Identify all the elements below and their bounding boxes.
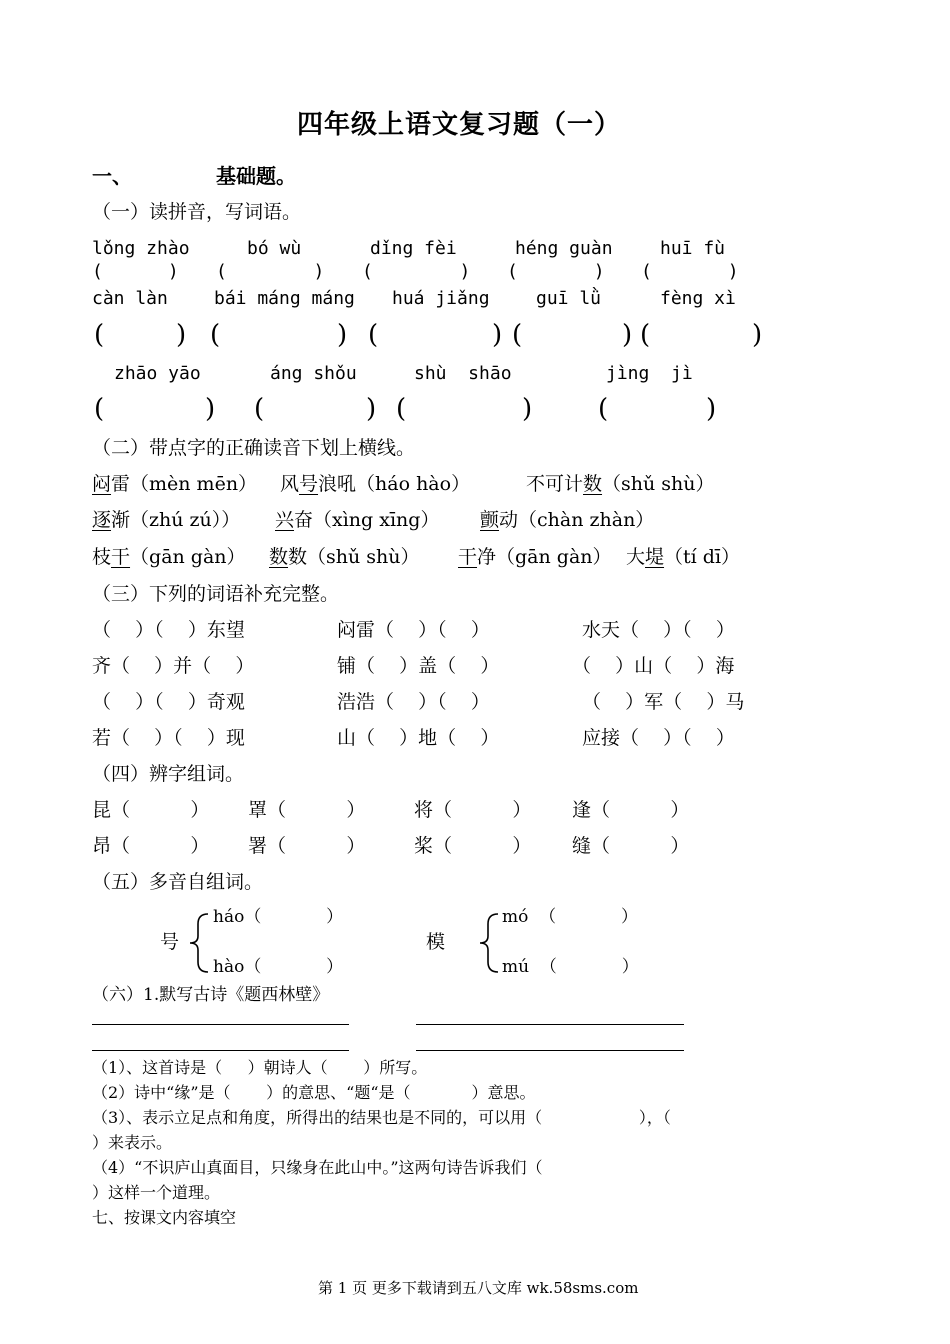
- polyphone-reading: mú （ ）: [502, 957, 639, 977]
- reading-item: 闷雷（mèn mēn）: [92, 473, 258, 495]
- answer-blank: ( ): [507, 261, 605, 282]
- idiom-fill: （ ）（ ）东望: [92, 619, 245, 641]
- polyphone-reading: mó （ ）: [502, 907, 639, 927]
- paren-open: (: [396, 394, 407, 424]
- paren-open: (: [94, 320, 105, 350]
- question: （2）诗中“缘”是（ ）的意思、“题“是（ ）意思。: [92, 1083, 536, 1102]
- part3-heading: （三）下列的词语补充完整。: [92, 583, 340, 605]
- section-heading: 七、按课文内容填空: [92, 1208, 237, 1227]
- paren-open: (: [640, 320, 651, 350]
- pinyin: fèng xì: [660, 288, 736, 309]
- word-group: 逢（ ）: [572, 799, 690, 821]
- pinyin: lǒng zhào: [92, 238, 190, 259]
- word-group: 桨（ ）: [414, 835, 532, 857]
- pinyin: héng guàn: [515, 238, 613, 259]
- pinyin: áng shǒu: [270, 363, 357, 384]
- paren-close: ): [622, 320, 633, 350]
- paren-close: ): [522, 394, 533, 424]
- paren-close: ): [492, 320, 503, 350]
- word-group: 昆（ ）: [92, 799, 210, 821]
- part6-heading: （六）1.默写古诗《题西林壁》: [92, 985, 330, 1005]
- polyphone-char: 号: [160, 931, 180, 953]
- dotted-char: 颤: [480, 509, 500, 531]
- part1-heading: （一）读拼音，写词语。: [92, 201, 302, 223]
- reading-item: 兴奋（xìng xīng）: [275, 509, 440, 531]
- polyphone-reading: hào（ ）: [213, 957, 344, 977]
- idiom-fill: （ ）（ ）奇观: [92, 691, 245, 713]
- pinyin: bái máng máng: [214, 288, 355, 309]
- part4-heading: （四）辨字组词。: [92, 763, 245, 785]
- paren-close: ): [366, 394, 377, 424]
- pinyin: jìng jì: [606, 363, 693, 384]
- page-title: 四年级上语文复习题（一）: [297, 110, 622, 140]
- idiom-fill: 若（ ）（ ）现: [92, 727, 245, 749]
- pinyin: càn làn: [92, 288, 168, 309]
- question: （1）、这首诗是（ ）朝诗人（ ）所写。: [92, 1058, 428, 1077]
- paren-open: (: [512, 320, 523, 350]
- writing-line: [92, 1024, 349, 1025]
- paren-open: (: [210, 320, 221, 350]
- answer-blank: ( ): [92, 261, 179, 282]
- dotted-char: 数: [269, 546, 289, 568]
- reading-item: 逐渐（zhú zú））: [92, 509, 241, 531]
- section-title: 基础题。: [216, 164, 296, 188]
- word-group: 缝（ ）: [572, 835, 690, 857]
- idiom-fill: （ ）山（ ）海: [572, 655, 735, 677]
- reading-item: 不可计数（shǔ shù）: [526, 473, 715, 495]
- idiom-fill: （ ）军（ ）马: [582, 691, 745, 713]
- reading-item: 风号浪吼（háo hào）: [280, 473, 471, 495]
- page-footer: 第 1 页 更多下载请到五八文库 wk.58sms.com: [318, 1279, 639, 1297]
- idiom-fill: 浩浩（ ）（ ）: [337, 691, 490, 713]
- dotted-char: 号: [299, 473, 319, 495]
- idiom-fill: 闷雷（ ）（ ）: [337, 619, 490, 641]
- reading-item: 枝干（gān gàn）: [92, 546, 246, 568]
- dotted-char: 兴: [275, 509, 295, 531]
- paren-open: (: [94, 394, 105, 424]
- pinyin: huá jiǎng: [392, 288, 490, 309]
- reading-item: 干净（gān gàn）: [458, 546, 612, 568]
- paren-close: ): [706, 394, 717, 424]
- part2-heading: （二）带点字的正确读音下划上横线。: [92, 437, 416, 459]
- brace-icon: [186, 912, 212, 974]
- question: ）这样一个道理。: [92, 1183, 221, 1202]
- paren-close: ): [337, 320, 348, 350]
- word-group: 署（ ）: [248, 835, 366, 857]
- writing-line: [416, 1024, 684, 1025]
- idiom-fill: 应接（ ）（ ）: [582, 727, 735, 749]
- dotted-char: 数: [583, 473, 603, 495]
- polyphone-char: 模: [426, 931, 446, 953]
- word-group: 罩（ ）: [248, 799, 366, 821]
- paren-close: ): [752, 320, 763, 350]
- pinyin: bó wù: [247, 238, 302, 259]
- reading-item: 大堤（tí dī）: [626, 546, 741, 568]
- dotted-char: 闷: [92, 473, 112, 495]
- idiom-fill: 齐（ ）并（ ）: [92, 655, 255, 677]
- idiom-fill: 山（ ）地（ ）: [337, 727, 500, 749]
- pinyin: guī lǜ: [536, 288, 602, 309]
- answer-blank: ( ): [216, 261, 325, 282]
- section-number: 一、: [92, 164, 132, 188]
- question: （4）“不识庐山真面目，只缘身在此山中。”这两句诗告诉我们（: [92, 1158, 543, 1177]
- paren-close: ): [176, 320, 187, 350]
- paren-open: (: [254, 394, 265, 424]
- paren-open: (: [368, 320, 379, 350]
- writing-line: [416, 1050, 684, 1051]
- writing-line: [92, 1050, 349, 1051]
- pinyin: dǐng fèi: [370, 238, 457, 259]
- question: ）来表示。: [92, 1133, 173, 1152]
- dotted-char: 堤: [645, 546, 665, 568]
- word-group: 昂（ ）: [92, 835, 210, 857]
- reading-item: 颤动（chàn zhàn）: [480, 509, 655, 531]
- brace-icon: [476, 912, 502, 974]
- pinyin: zhāo yāo: [114, 363, 201, 384]
- idiom-fill: 铺（ ）盖（ ）: [337, 655, 500, 677]
- pinyin: huī fù: [660, 238, 726, 259]
- part5-heading: （五）多音自组词。: [92, 871, 264, 893]
- polyphone-reading: háo（ ）: [213, 907, 344, 927]
- pinyin: shù shāo: [414, 363, 512, 384]
- question: （3）、表示立足点和角度，所得出的结果也是不同的，可以用（ ），（: [92, 1108, 671, 1127]
- dotted-char: 干: [458, 546, 478, 568]
- answer-blank: ( ): [641, 261, 739, 282]
- idiom-fill: 水天（ ）（ ）: [582, 619, 735, 641]
- paren-close: ): [205, 394, 216, 424]
- paren-open: (: [598, 394, 609, 424]
- answer-blank: ( ): [362, 261, 471, 282]
- reading-item: 数数（shǔ shù）: [269, 546, 420, 568]
- word-group: 将（ ）: [414, 799, 532, 821]
- dotted-char: 逐: [92, 509, 112, 531]
- dotted-char: 干: [111, 546, 131, 568]
